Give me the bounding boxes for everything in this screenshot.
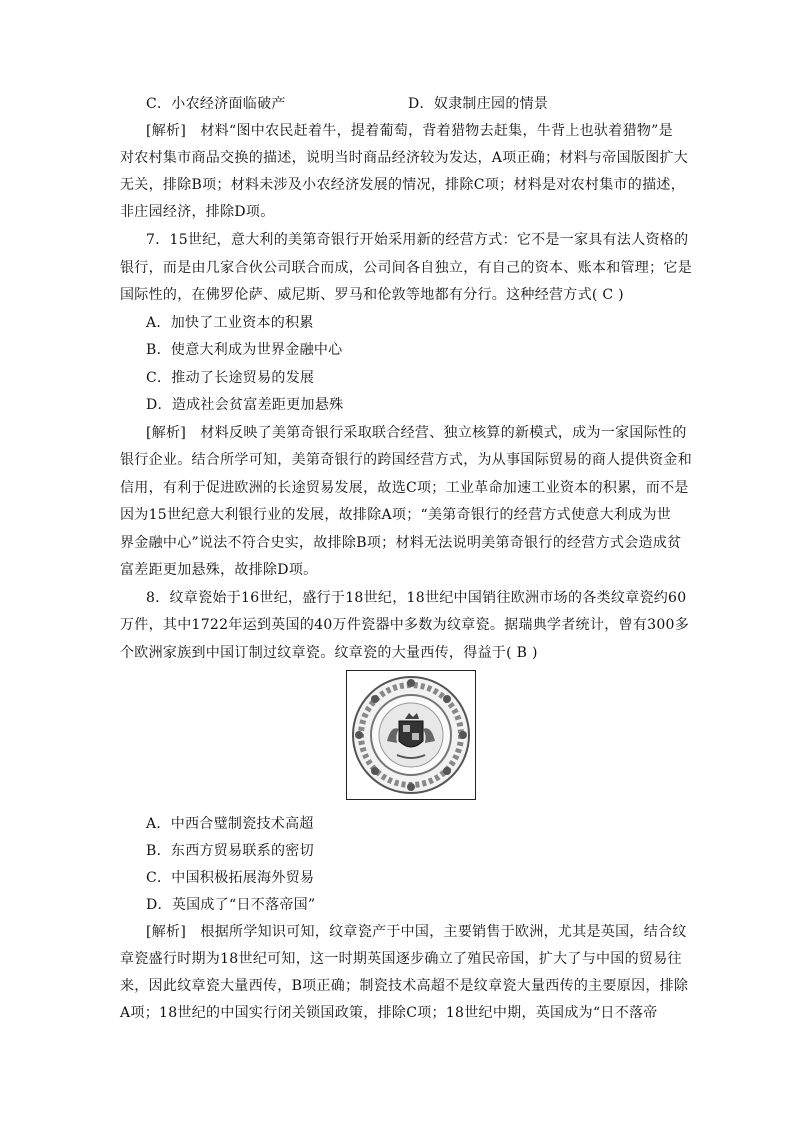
question-8-option-b: B．东西方贸易联系的密切: [146, 843, 314, 859]
analysis-7-line-3: 信用，有利于促进欧洲的长途贸易发展，故选C项；工业革命加速工业资本的积累，而不是: [120, 480, 689, 496]
question-8-line-1: 8．纹章瓷始于16世纪，盛行于18世纪，18世纪中国销往欧洲市场的各类纹章瓷约60: [146, 590, 687, 606]
analysis-7-line-4: 因为15世纪意大利银行业的发展，故排除A项；“美第奇银行的经营方式使意大利成为世: [120, 507, 672, 523]
question-6-option-d: D．奴隶制庄园的情景: [408, 96, 549, 112]
analysis-7-line-1: [解析] 材料反映了美第奇银行采取联合经营、独立核算的新模式，成为一家国际性的: [146, 425, 687, 441]
analysis-7-line-2: 银行企业。结合所学可知，美第奇银行的跨国经营方式，为从事国际贸易的商人提供资金和: [120, 452, 692, 468]
analysis-6-line-4: 非庄园经济，排除D项。: [120, 204, 275, 220]
analysis-6-line-1: [解析] 材料“图中农民赶着牛，提着葡萄，背着猎物去赶集，牛背上也驮着猎物”是: [146, 123, 673, 139]
question-7-line-3: 国际性的，在佛罗伦萨、威尼斯、罗马和伦敦等地都有分行。这种经营方式( C ): [120, 287, 624, 303]
analysis-7-line-6: 富差距更加悬殊，故排除D项。: [120, 562, 318, 578]
analysis-8-line-1: [解析] 根据所学知识可知，纹章瓷产于中国，主要销售于欧洲，尤其是英国，结合纹: [146, 924, 687, 940]
analysis-8-line-4: A项；18世纪的中国实行闭关锁国政策，排除C项；18世纪中期，英国成为“日不落帝: [120, 1005, 658, 1021]
question-7-line-1: 7．15世纪，意大利的美第奇银行开始采用新的经营方式：它不是一家具有法人资格的: [146, 232, 689, 248]
analysis-8-line-2: 章瓷盛行时期为18世纪可知，这一时期英国逐步确立了殖民帝国，扩大了与中国的贸易往: [120, 951, 682, 967]
question-8-line-3: 个欧洲家族到中国订制过纹章瓷。纹章瓷的大量西传，得益于( B ): [120, 645, 538, 661]
armorial-porcelain-plate-image: [346, 670, 476, 800]
question-8-option-a: A．中西合璧制瓷技术高超: [146, 816, 314, 832]
analysis-8-line-3: 来，因此纹章瓷大量西传，B项正确；制瓷技术高超不是纹章瓷大量西传的主要原因，排除: [120, 978, 689, 994]
analysis-6-line-2: 对农村集市商品交换的描述，说明当时商品经济较为发达，A项正确；材料与帝国版图扩大: [120, 150, 689, 166]
question-7-option-d: D．造成社会贫富差距更加悬殊: [146, 397, 344, 413]
question-8-option-c: C．中国积极拓展海外贸易: [146, 870, 315, 886]
plate-illustration: [347, 671, 475, 799]
question-8-option-d: D．英国成了“日不落帝国”: [146, 897, 316, 913]
question-6-option-c: C．小农经济面临破产: [146, 96, 286, 112]
question-7-option-c: C．推动了长途贸易的发展: [146, 370, 315, 386]
question-7-line-2: 银行，而是由几家合伙公司联合而成，公司间各自独立，有自己的资本、账本和管理；它是: [120, 260, 692, 276]
analysis-7-line-5: 界金融中心”说法不符合史实，故排除B项；材料无法说明美第奇银行的经营方式会造成贫: [120, 535, 682, 551]
question-7-option-a: A．加快了工业资本的积累: [146, 315, 314, 331]
analysis-6-line-3: 无关，排除B项；材料未涉及小农经济发展的情况，排除C项；材料是对农村集市的描述，: [120, 177, 685, 193]
question-8-line-2: 万件，其中1722年运到英国的40万件瓷器中多数为纹章瓷。据瑞典学者统计，曾有300多: [120, 617, 690, 633]
question-7-option-b: B．使意大利成为世界金融中心: [146, 342, 343, 358]
